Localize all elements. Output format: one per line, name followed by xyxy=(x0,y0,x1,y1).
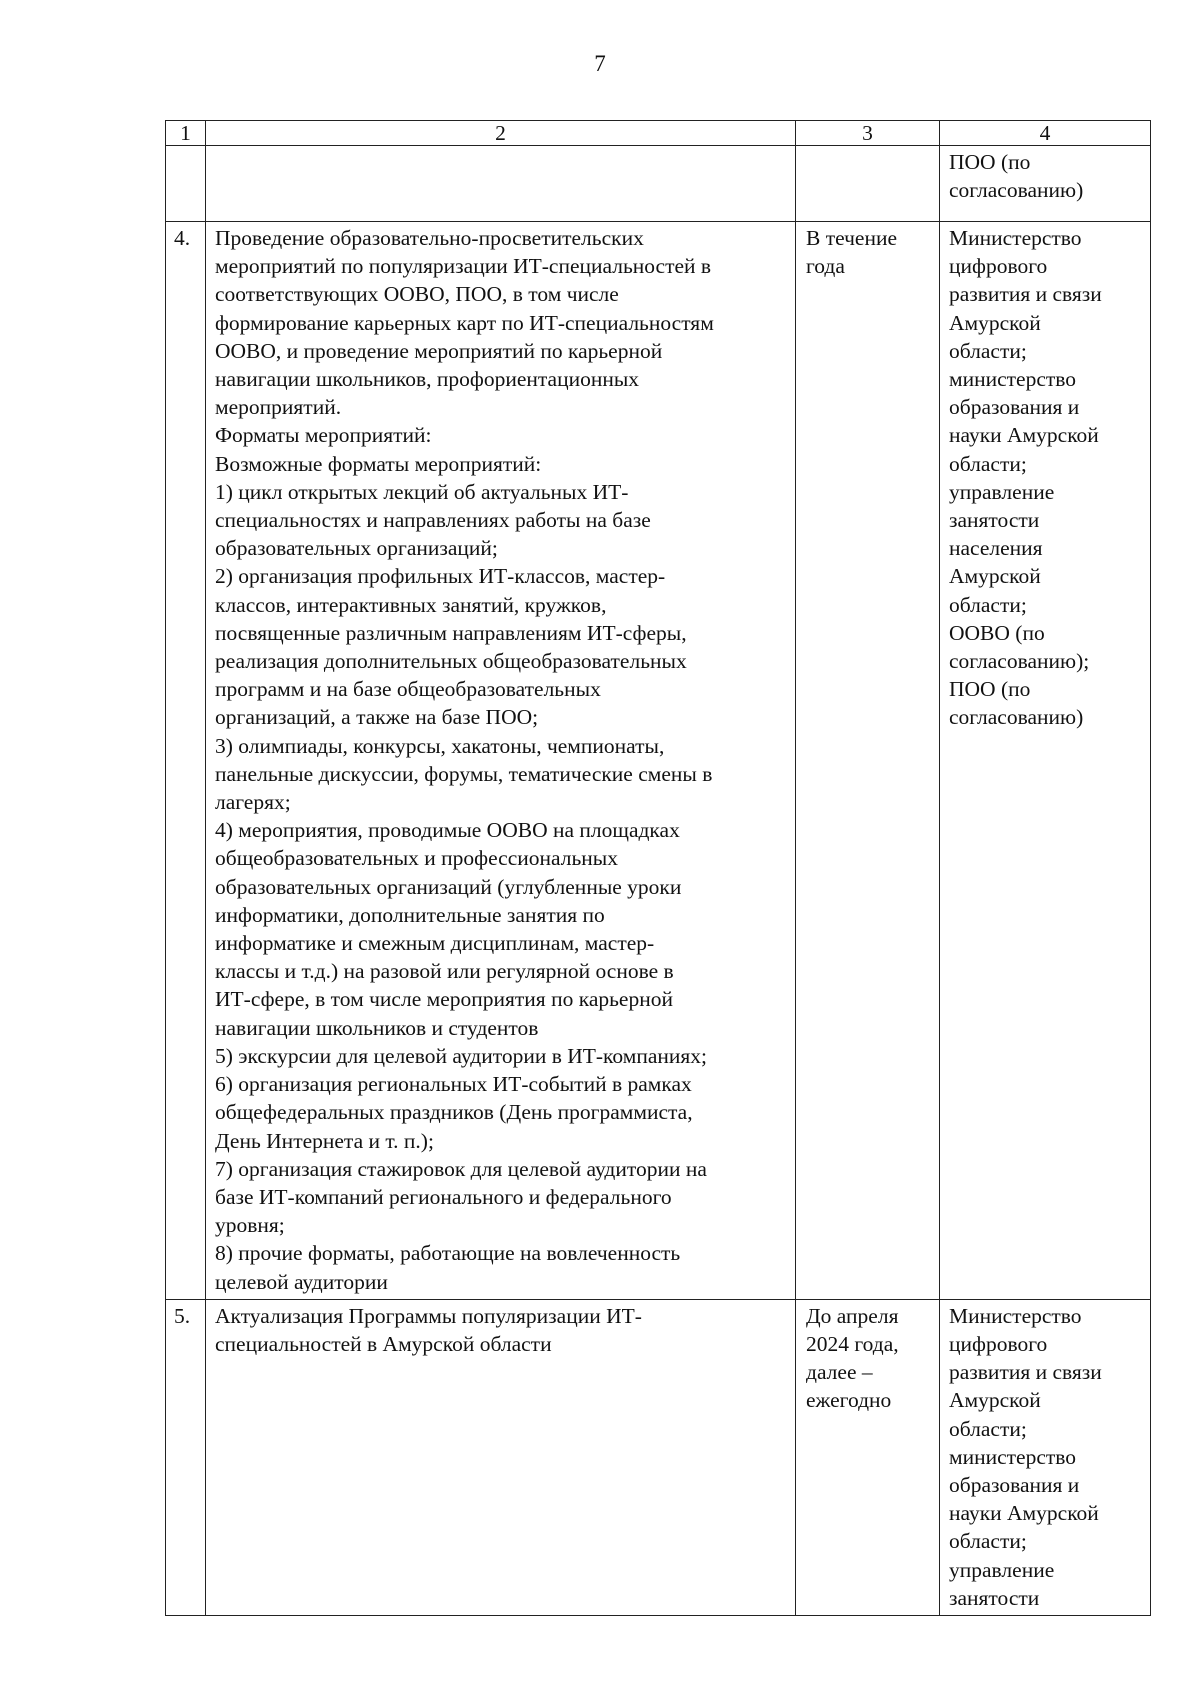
activity-line: организаций, а также на базе ПОО; xyxy=(215,705,539,730)
activity-line: формирование карьерных карт по ИТ-специальностям xyxy=(215,310,714,335)
activity-line: классов, интерактивных занятий, кружков, xyxy=(215,592,607,617)
responsible-line: цифрового xyxy=(949,254,1048,279)
header-col-3: 3 xyxy=(796,121,940,146)
responsible-line: министерство xyxy=(949,1444,1077,1469)
activity-line: образовательных организаций; xyxy=(215,536,498,561)
responsible-line: согласованию) xyxy=(949,705,1084,730)
activity-line: Форматы мероприятий: xyxy=(215,423,432,448)
responsible-cell xyxy=(940,146,1151,222)
deadline-line: До апреля xyxy=(806,1303,899,1328)
activity-line: 2) организация профильных ИТ-классов, мастер- xyxy=(215,564,666,589)
page-number: 7 xyxy=(594,51,606,76)
activity-line: 7) организация стажировок для целевой аудитории на xyxy=(215,1156,707,1181)
activity-line: ИТ-сфере, в том числе мероприятия по карьерной xyxy=(215,987,673,1012)
activity-line: специальностей в Амурской области xyxy=(215,1331,552,1356)
responsible-line: управление xyxy=(949,479,1055,504)
activity-line: мероприятий по популяризации ИТ-специальностей в xyxy=(215,254,712,279)
activity-line: реализация дополнительных общеобразовательных xyxy=(215,649,687,674)
activity-line: мероприятий. xyxy=(215,395,342,420)
activity-line: 4) мероприятия, проводимые ООВО на площадках xyxy=(215,818,680,843)
activity-line: специальностях и направлениях работы на базе xyxy=(215,508,651,533)
responsible-line: занятости xyxy=(949,1585,1040,1610)
activity-line: 3) олимпиады, конкурсы, хакатоны, чемпионаты, xyxy=(215,733,665,758)
activity-line: информатике и смежным дисциплинам, мастер- xyxy=(215,931,655,956)
responsible-line: области; xyxy=(949,338,1027,363)
activity-line: соответствующих ООВО, ПОО, в том числе xyxy=(215,282,619,307)
deadline-cell xyxy=(796,222,940,1300)
activity-line: ООВО, и проведение мероприятий по карьерной xyxy=(215,338,663,363)
activity-cell xyxy=(206,1299,796,1615)
deadline-line: ежегодно xyxy=(806,1388,892,1413)
responsible-line: образования и xyxy=(949,1472,1080,1497)
responsible-line: образования и xyxy=(949,395,1080,420)
responsible-line: Амурской xyxy=(949,564,1041,589)
responsible-line: развития и связи xyxy=(949,1360,1102,1385)
responsible-cell xyxy=(940,222,1151,1300)
responsible-line: области; xyxy=(949,451,1027,476)
responsible-line: согласованию); xyxy=(949,649,1090,674)
responsible-line: Амурской xyxy=(949,310,1041,335)
header-col-1: 1 xyxy=(166,121,206,146)
table-row-5 xyxy=(166,1299,1151,1615)
table-header-row xyxy=(166,121,1151,146)
activity-line: панельные дискуссии, форумы, тематические смены в xyxy=(215,761,713,786)
responsible-line: области; xyxy=(949,592,1027,617)
responsible-line: согласованию) xyxy=(949,178,1084,203)
plan-table xyxy=(165,120,1151,1616)
activity-line: 6) организация региональных ИТ-событий в рамках xyxy=(215,1072,692,1097)
deadline-cell xyxy=(796,1299,940,1615)
table-row-continuation xyxy=(166,146,1151,222)
activity-line: День Интернета и т. п.); xyxy=(215,1128,434,1153)
activity-line: уровня; xyxy=(215,1213,285,1238)
responsible-line: ПОО (по xyxy=(949,677,1031,702)
activity-line: 1) цикл открытых лекций об актуальных ИТ- xyxy=(215,479,629,504)
responsible-line: министерство xyxy=(949,367,1077,392)
activity-line: Возможные форматы мероприятий: xyxy=(215,451,542,476)
responsible-line: области; xyxy=(949,1416,1027,1441)
deadline-line: года xyxy=(806,254,845,279)
header-col-2: 2 xyxy=(206,121,796,146)
row-number: 5. xyxy=(166,1299,206,1615)
activity-line: общефедеральных праздников (День программиста, xyxy=(215,1100,693,1125)
responsible-line: развития и связи xyxy=(949,282,1102,307)
activity-line: 5) экскурсии для целевой аудитории в ИТ-компаниях; xyxy=(215,1043,708,1068)
activity-line: Проведение образовательно-просветительских xyxy=(215,226,644,250)
activity-line: общеобразовательных и профессиональных xyxy=(215,846,618,871)
activity-cell xyxy=(206,146,796,222)
deadline-line: далее – xyxy=(806,1360,873,1385)
header-col-4: 4 xyxy=(940,121,1151,146)
responsible-line: занятости xyxy=(949,508,1040,533)
responsible-line: ООВО (по xyxy=(949,620,1045,645)
deadline-line: 2024 года, xyxy=(806,1331,899,1356)
responsible-line: Министерство xyxy=(949,226,1082,250)
activity-cell xyxy=(206,222,796,1300)
responsible-line: населения xyxy=(949,536,1043,561)
activity-line: базе ИТ-компаний регионального и федерального xyxy=(215,1184,672,1209)
responsible-line: цифрового xyxy=(949,1331,1048,1356)
row-number: 4. xyxy=(166,222,206,1300)
responsible-line: области; xyxy=(949,1529,1027,1554)
responsible-line: Министерство xyxy=(949,1303,1082,1328)
row-number xyxy=(166,146,206,222)
responsible-line: науки Амурской xyxy=(949,1501,1099,1526)
activity-line: навигации школьников, профориентационных xyxy=(215,367,640,392)
deadline-line: В течение xyxy=(806,226,898,250)
activity-line: образовательных организаций (углубленные уроки xyxy=(215,874,682,899)
responsible-cell xyxy=(940,1299,1151,1615)
activity-line: 8) прочие форматы, работающие на вовлеченность xyxy=(215,1241,681,1266)
activity-line: Актуализация Программы популяризации ИТ- xyxy=(215,1303,642,1328)
activity-line: посвященные различным направлениям ИТ-сферы, xyxy=(215,620,687,645)
activity-line: целевой аудитории xyxy=(215,1269,388,1294)
activity-line: навигации школьников и студентов xyxy=(215,1015,539,1040)
responsible-line: управление xyxy=(949,1557,1055,1582)
responsible-line: Амурской xyxy=(949,1388,1041,1413)
activity-line: программ и на базе общеобразовательных xyxy=(215,677,601,702)
deadline-cell xyxy=(796,146,940,222)
responsible-line: ПОО (по xyxy=(949,150,1031,174)
table-row-4 xyxy=(166,222,1151,1300)
activity-line: лагерях; xyxy=(215,790,291,815)
activity-line: информатики, дополнительные занятия по xyxy=(215,902,605,927)
responsible-line: науки Амурской xyxy=(949,423,1099,448)
activity-line: классы и т.д.) на разовой или регулярной основе в xyxy=(215,959,674,984)
